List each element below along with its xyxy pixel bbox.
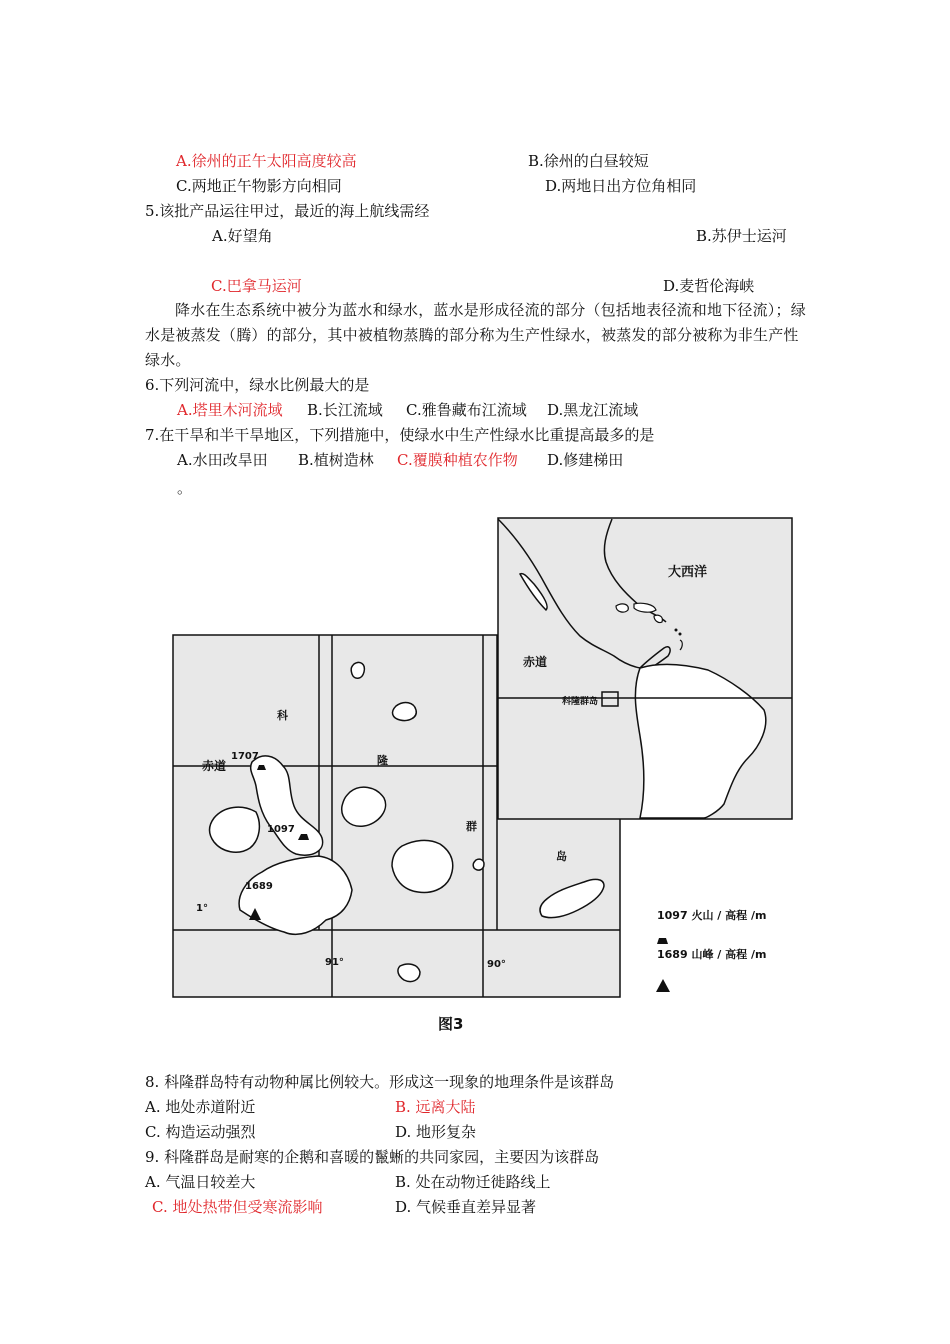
small-island-pinta: [393, 703, 417, 721]
peak-1689-label: 1689: [245, 881, 273, 892]
q9-option-a: A. 气温日较差大: [145, 1173, 256, 1191]
lat-1-label: 1°: [196, 903, 208, 914]
volcano-1707-label: 1707: [231, 751, 259, 762]
inset-ocean-label: 大西洋: [668, 565, 708, 580]
inset-equator-label: 赤道: [523, 655, 548, 669]
q9-option-b: B. 处在动物迁徙路线上: [395, 1173, 551, 1191]
q4-option-c: C.两地正午物影方向相同: [176, 177, 342, 195]
main-equator-label: 赤道: [202, 759, 227, 773]
caribbean-island-1: [616, 604, 628, 612]
inset-islands-label: 科隆群岛: [562, 697, 599, 707]
caribbean-dot-1: [675, 629, 678, 632]
q9-option-d: D. 气候垂直差异显著: [395, 1198, 537, 1216]
fernandina-island: [210, 807, 260, 852]
q5-option-c: C.巴拿马运河: [211, 277, 302, 295]
q6-stem: 6.下列河流中，绿水比例最大的是: [145, 376, 370, 394]
archipelago-char-4: 岛: [556, 850, 567, 863]
archipelago-char-1: 科: [277, 709, 288, 722]
q9-stem: 9. 科隆群岛是耐寒的企鹅和喜暖的鬣蜥的共同家园，主要因为该群岛: [145, 1148, 600, 1166]
caribbean-dot-2: [679, 633, 682, 636]
q8-option-c: C. 构造运动强烈: [145, 1123, 256, 1141]
small-island-north: [351, 662, 364, 678]
figure-caption: 图3: [438, 1015, 464, 1033]
lon-91-label: 91°: [325, 957, 344, 968]
q5-option-d: D.麦哲伦海峡: [663, 277, 755, 295]
q6-option-d: D.黑龙江流域: [547, 401, 639, 419]
santa-cruz-island: [392, 840, 453, 892]
legend-volcano-text: 1097 火山 / 高程 /m: [657, 909, 767, 922]
q6-option-a: A.塔里木河流域: [177, 401, 283, 419]
lon-90-label: 90°: [487, 959, 506, 970]
q7-option-b: B.植树造林: [298, 451, 374, 469]
q8-option-d: D. 地形复杂: [395, 1123, 477, 1141]
archipelago-char-3: 群: [466, 820, 477, 833]
legend-peak-text: 1689 山峰 / 高程 /m: [657, 948, 767, 961]
q7-option-c: C.覆膜种植农作物: [397, 451, 518, 469]
q6-option-b: B.长江流域: [307, 401, 383, 419]
archipelago-char-2: 隆: [377, 754, 388, 767]
q4-option-d: D.两地日出方位角相同: [545, 177, 697, 195]
q9-option-c: C. 地处热带但受寒流影响: [152, 1198, 323, 1216]
q4-option-a: A.徐州的正午太阳高度较高: [176, 152, 357, 170]
q7-tail-mark: 。: [177, 479, 193, 497]
small-island-east: [473, 859, 484, 870]
q8-option-b: B. 远离大陆: [395, 1098, 476, 1116]
q8-option-a: A. 地处赤道附近: [145, 1098, 256, 1116]
passage: 降水在生态系统中被分为蓝水和绿水，蓝水是形成径流的部分（包括地表径流和地下径流）；绿水是被蒸发（腾）的部分，其中被植物蒸腾的部分称为生产性绿水，被蒸发的部分被称为非生产性绿水。: [145, 301, 806, 369]
q4-option-b: B.徐州的白昼较短: [528, 152, 649, 170]
q7-option-a: A.水田改旱田: [177, 451, 268, 469]
q7-stem: 7.在干旱和半干旱地区，下列措施中，使绿水中生产性绿水比重提高最多的是: [145, 426, 655, 444]
q7-option-d: D.修建梯田: [547, 451, 624, 469]
q6-option-c: C.雅鲁藏布江流域: [406, 401, 527, 419]
q5-option-b: B.苏伊士运河: [696, 227, 787, 245]
legend-volcano-icon: [657, 938, 668, 944]
q5-option-a: A.好望角: [212, 227, 273, 245]
q5-stem: 5.该批产品运往甲过，最近的海上航线需经: [145, 202, 430, 220]
volcano-1097-label: 1097: [267, 824, 295, 835]
legend-peak-icon: [656, 979, 670, 992]
q8-stem: 8. 科隆群岛特有动物种属比例较大。形成这一现象的地理条件是该群岛: [145, 1073, 615, 1091]
